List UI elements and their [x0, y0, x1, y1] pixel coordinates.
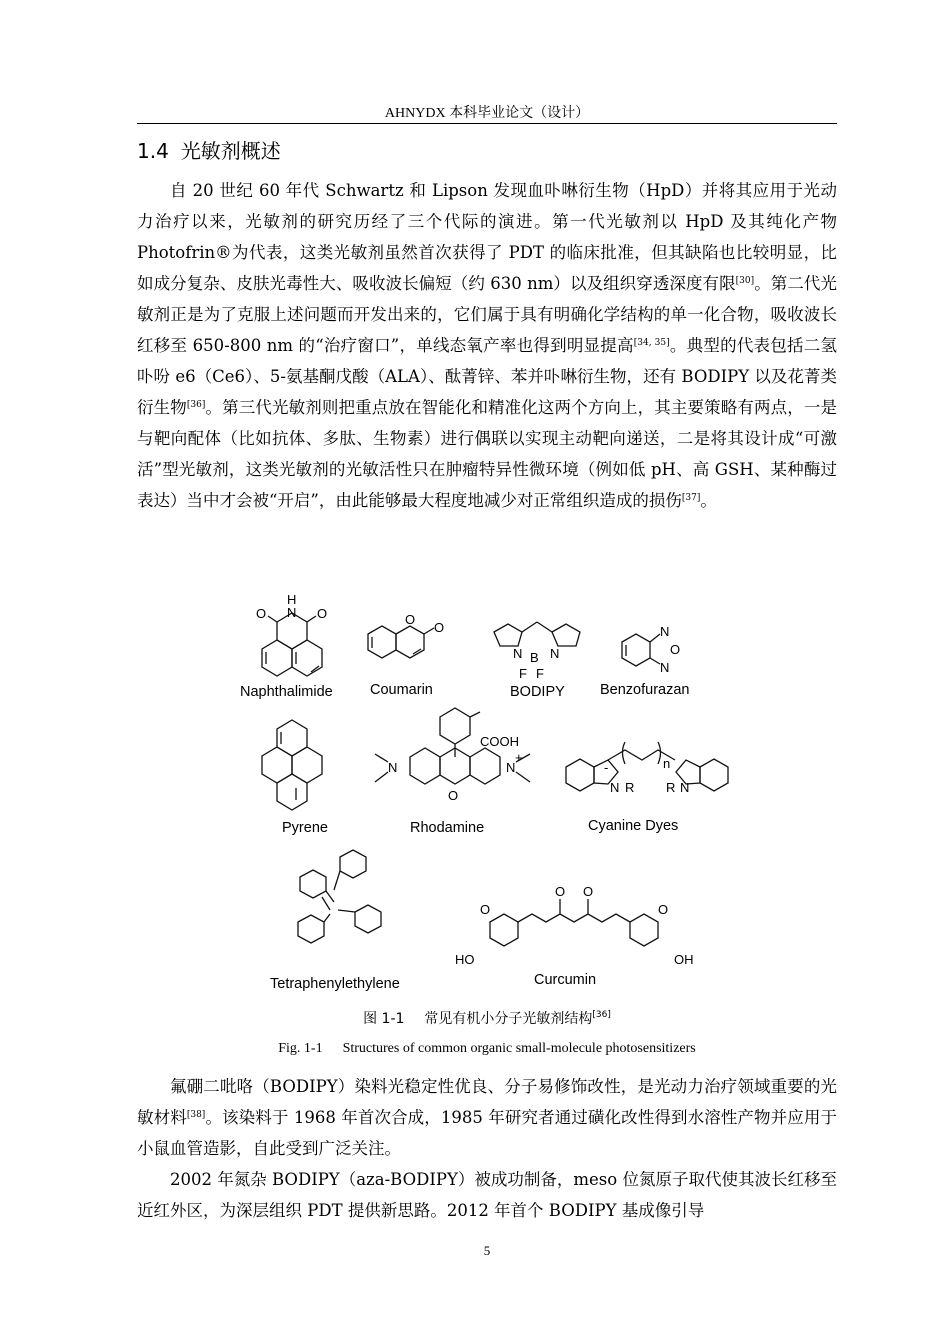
- atom-h: H: [287, 592, 297, 607]
- text-run: 。典型的代表包括二氢卟吩 e6（Ce6）、5-氨基酮戊酸（ALA）、酞菁锌、苯并卟啉衍生物，还有 BODIPY 以及花菁类衍生物: [137, 336, 837, 417]
- atom-n: N: [550, 646, 560, 661]
- atom-n: N: [513, 646, 523, 661]
- citation: [38]: [186, 1110, 206, 1120]
- citation: [37]: [681, 493, 701, 503]
- label-coumarin: Coumarin: [370, 682, 433, 698]
- paragraph-photosensitizer-generations: [137, 175, 837, 516]
- atom-b: B: [530, 650, 539, 665]
- label-curcumin: Curcumin: [534, 972, 597, 988]
- atom-o: O: [658, 902, 669, 917]
- atom-cooh: COOH: [480, 734, 519, 749]
- atom-n: N: [287, 605, 297, 620]
- paragraph-aza-bodipy: 2002 年氮杂 BODIPY（aza-BODIPY）被成功制备，meso 位氮原子取代使其波长红移至近红外区，为深层组织 PDT 提供新思路。2012 年首个 BODIPY 基成像引导: [137, 1170, 837, 1220]
- bodipy-structure: [494, 622, 580, 700]
- page-number: 5: [483, 1243, 491, 1258]
- atom-o: O: [583, 884, 594, 899]
- label-benzofurazan: Benzofurazan: [600, 682, 690, 698]
- label-naphthalimide: Naphthalimide: [240, 684, 333, 700]
- atom-r: R: [625, 780, 635, 795]
- atom-n: N: [680, 780, 690, 795]
- text-run: 自 20 世纪 60 年代 Schwartz 和 Lipson 发现血卟啉衍生物（HpD）并将其应用于光动力治疗以来，光敏剂的研究历经了三个代际的演进。第一代光敏剂以 HpD 及其纯化产物 Photofrin®为代表，这类光敏剂虽然首次获得了 PDT 的临床批准，但其缺陷也比较明显，比如成分复杂、皮肤光毒性大、吸收波长偏短（约 630 nm）以及组织穿透深度有限: [137, 181, 837, 293]
- paragraph-bodipy: [137, 1071, 837, 1164]
- caption-text: Structures of common organic small-molecule photosensitizers: [342, 1041, 696, 1056]
- label-rhodamine: Rhodamine: [410, 820, 485, 836]
- citation: [36]: [592, 1010, 611, 1020]
- atom-n: N: [506, 760, 516, 775]
- atom-n: N: [660, 624, 670, 639]
- atom-n: N: [388, 760, 398, 775]
- running-header: AHNYDX 本科毕业论文（设计）: [384, 106, 590, 121]
- section-heading: [137, 135, 281, 164]
- text-run: 。第二代光敏剂正是为了克服上述问题而开发出来的，它们属于具有明确化学结构的单一化合物，吸收波长红移至 650-800 nm 的“治疗窗口”，单线态氧产率也得到明显提高: [137, 274, 838, 355]
- atom-f: F: [519, 666, 527, 681]
- coumarin-structure: [368, 612, 444, 698]
- atom-charge: -: [604, 760, 609, 775]
- pyrene-structure: [262, 720, 328, 836]
- atom-o: O: [480, 902, 491, 917]
- caption-text: 常见有机小分子光敏剂结构: [424, 1011, 593, 1027]
- label-cyanine: Cyanine Dyes: [588, 818, 679, 834]
- atom-o: O: [448, 788, 459, 803]
- atom-o: O: [670, 642, 681, 657]
- atom-n-index: n: [663, 756, 671, 771]
- atom-charge: +: [515, 750, 523, 765]
- citation: [30]: [735, 276, 755, 286]
- atom-o: O: [555, 884, 566, 899]
- atom-n: N: [660, 660, 670, 675]
- citation: [34, 35]: [633, 338, 670, 348]
- figure-number: Fig. 1-1: [278, 1041, 323, 1056]
- benzofurazan-structure: [600, 624, 689, 698]
- header-rule: [137, 123, 837, 124]
- figure-structures: [230, 592, 750, 1002]
- atom-f: F: [536, 666, 544, 681]
- cyanine-structure: [566, 742, 728, 834]
- section-title: 光敏剂概述: [180, 139, 281, 163]
- atom-n: N: [610, 780, 620, 795]
- atom-r: R: [666, 780, 676, 795]
- text-run: 。第三代光敏剂则把重点放在智能化和精准化这两个方向上，其主要策略有两点，一是与靶向配体（比如抗体、多肽、生物素）进行偶联以实现主动靶向递送，二是将其设计成“可激活”型光敏剂，这类光敏剂的光敏活性只在肿瘤特异性微环境（例如低 pH、高 GSH、某种酶过表达）当中才会被“开启”，由此能够最大程度地减少对正常组织造成的损伤: [137, 398, 838, 510]
- atom-oh: OH: [674, 952, 694, 967]
- text-run: 氟硼二吡咯（BODIPY）染料光稳定性优良、分子易修饰改性，是光动力治疗领域重要的光敏材料: [137, 1077, 837, 1127]
- label-bodipy: BODIPY: [510, 684, 565, 700]
- naphthalimide-structure: [240, 592, 333, 700]
- atom-o: O: [405, 612, 416, 627]
- figure-caption-cn: [137, 1008, 837, 1028]
- atom-ho: HO: [455, 952, 475, 967]
- curcumin-structure: [455, 884, 694, 988]
- section-number: 1.4: [137, 139, 169, 163]
- atom-o: O: [434, 620, 445, 635]
- atom-o: O: [317, 606, 328, 621]
- atom-o: O: [256, 606, 267, 621]
- figure-number: 图 1-1: [363, 1011, 405, 1027]
- citation: [36]: [186, 400, 206, 410]
- figure-caption-en: [137, 1041, 837, 1057]
- text-run: 。: [700, 491, 717, 510]
- label-tpe: Tetraphenylethylene: [270, 976, 400, 992]
- tpe-structure: [270, 850, 400, 992]
- label-pyrene: Pyrene: [282, 820, 328, 836]
- text-run: 。该染料于 1968 年首次合成，1985 年研究者通过磺化改性得到水溶性产物并应用于小鼠血管造影，自此受到广泛关注。: [137, 1108, 838, 1158]
- rhodamine-structure: [375, 708, 530, 836]
